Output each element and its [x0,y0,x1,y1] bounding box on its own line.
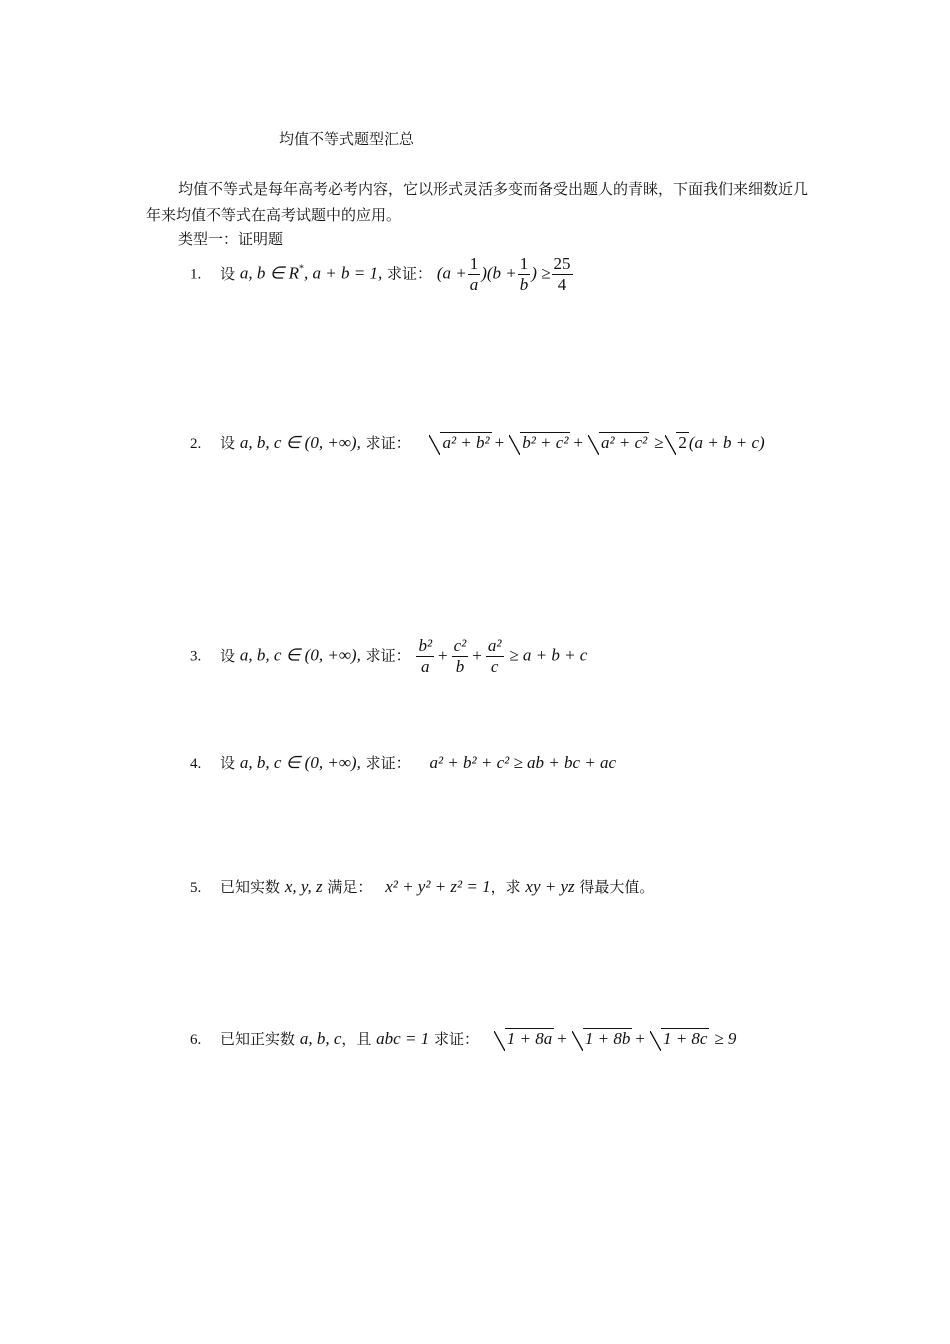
condition: a, b, c ∈ (0, +∞), [239,753,361,772]
page-title: 均值不等式题型汇总 [279,130,415,148]
plus-sign: + [635,1029,645,1048]
expression: x² + y² + z² = 1 [385,877,491,896]
condition-label: 满足： [327,878,373,896]
problem-prefix: 设 [220,434,236,452]
fraction [468,254,481,295]
radical [429,433,491,453]
condition: a, b ∈ R [239,263,300,283]
plus-sign: + [557,1029,567,1048]
condition-2: , a + b = 1, [304,263,383,283]
condition: abc = 1 [376,1029,430,1048]
expression-tail: ≥ 9 [714,1029,737,1048]
problem-prefix: 已知正实数 [220,1030,296,1048]
fraction [552,254,573,295]
plus-sign: + [472,645,482,665]
problem-number: 3. [190,648,202,665]
problem-prefix: 设 [220,264,236,283]
condition: a, b, c ∈ (0, +∞), [239,645,361,665]
prove-label: 求证： [433,1030,479,1048]
prove-label: 求证： [387,264,433,283]
denominator: a [420,657,430,676]
fraction [486,636,504,677]
ask-label: ，求 [490,878,521,896]
numerator: 25 [553,254,571,273]
expression-part: ) ≥ [531,263,551,283]
radical [494,1029,554,1049]
denominator: b [455,657,465,676]
variables: a, b, c [299,1029,342,1048]
condition: a, b, c ∈ (0, +∞), [239,433,361,452]
radical [572,1029,632,1049]
numerator: 1 [469,254,479,273]
expression: a² + b² + c² ≥ ab + bc + ac [429,753,617,772]
relation: ≥ [654,433,664,452]
numerator: b² [418,636,433,655]
plus-sign: + [573,433,584,452]
expression-tail: ≥ a + b + c [509,645,588,665]
problem-5 [190,876,654,897]
radicand: 2 [678,433,687,452]
numerator: a² [487,636,502,655]
condition-superscript: * [299,263,305,275]
radicand: 1 + 8c [662,1029,708,1048]
denominator: c [490,657,499,676]
numerator: 1 [519,254,529,273]
problem-1 [190,254,574,295]
expression-part: (a + [436,263,467,283]
prove-label: 求证： [365,754,411,772]
prove-label: 求证： [365,646,411,665]
problem-prefix: 设 [220,754,236,772]
prove-label: 求证： [365,434,411,452]
radical [650,1029,710,1049]
problem-number: 6. [190,1032,202,1048]
target-expression: xy + yz [525,877,575,896]
problem-number: 5. [190,880,202,896]
denominator: a [469,275,479,294]
radical [509,433,570,453]
fraction [416,636,434,677]
section-heading: 类型一：证明题 [178,230,284,248]
problem-suffix: 得最大值。 [579,878,655,896]
radicand: b² + c² [522,433,569,452]
plus-sign: + [438,645,448,665]
variables: x, y, z [284,877,323,896]
radical [588,433,649,453]
fraction [452,636,469,677]
expression-part: )(b + [481,263,517,283]
radical [665,433,689,453]
plus-sign: + [494,433,505,452]
problem-4 [190,752,616,773]
intro-paragraph: 均值不等式是每年高考必考内容，它以形式灵活多变而备受出题人的青睐，下面我们来细数近几年来均值不等式在高考试题中的应用。 [146,180,809,224]
problem-number: 1. [190,266,202,283]
problem-prefix: 已知实数 [220,878,281,896]
denominator: 4 [557,275,567,294]
problem-3 [190,636,587,677]
fraction [518,254,531,295]
expression-tail: (a + b + c) [688,433,765,452]
problem-number: 4. [190,756,202,772]
numerator: c² [453,636,467,655]
problem-prefix: 设 [220,646,236,665]
radicand: 1 + 8a [506,1029,553,1048]
problem-6 [190,1028,736,1049]
radicand: a² + c² [601,433,648,452]
denominator: b [519,275,529,294]
and-label: ，且 [341,1030,372,1048]
problem-2 [190,432,765,453]
radicand: 1 + 8b [584,1029,631,1048]
problem-number: 2. [190,436,202,452]
radicand: a² + b² [442,433,490,452]
